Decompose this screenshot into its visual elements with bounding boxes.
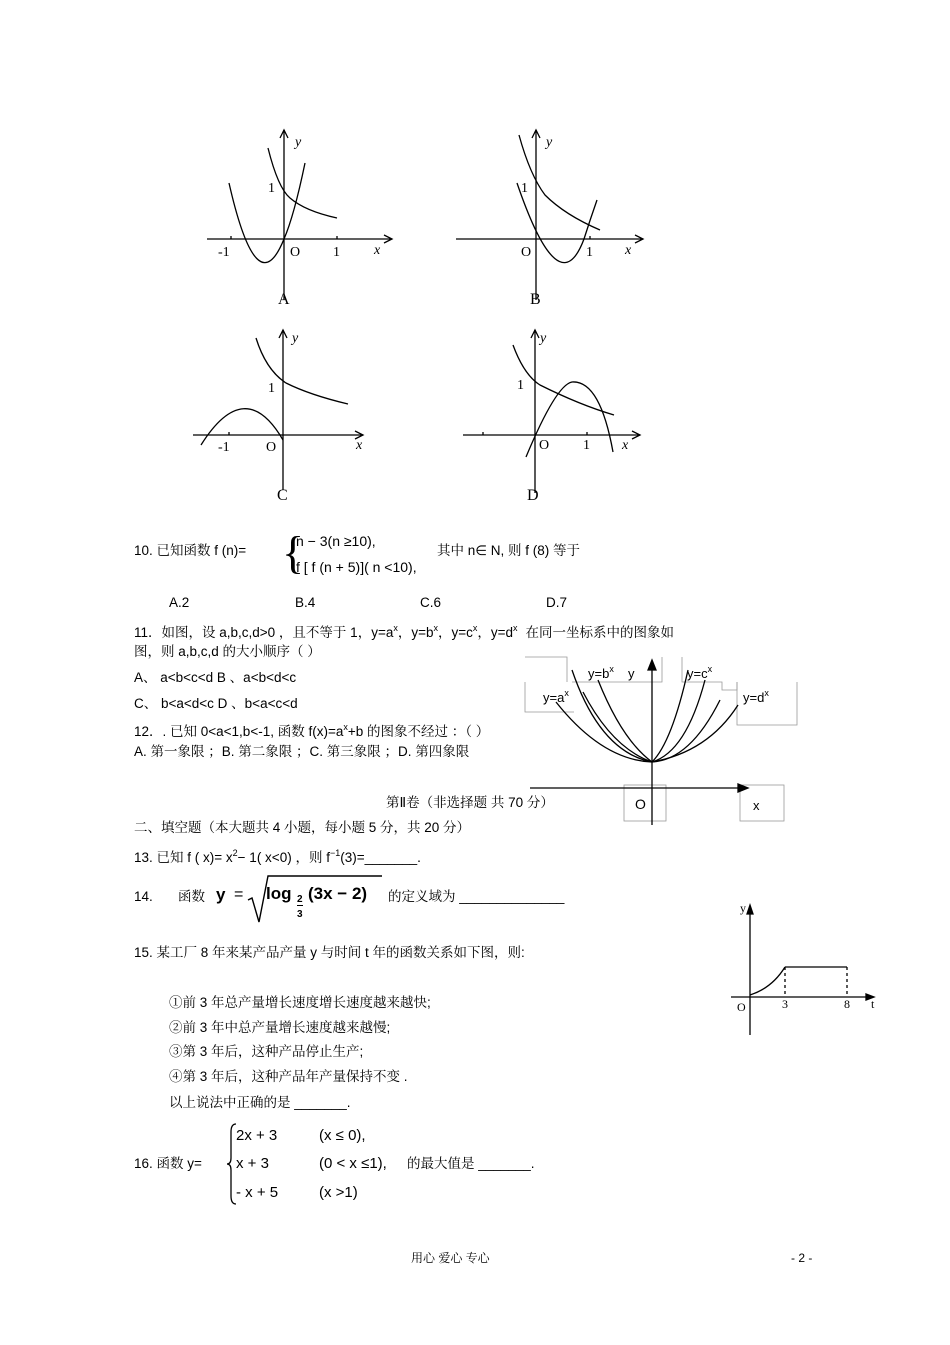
graph-b-axis-y: y [546, 135, 553, 150]
q15-conclusion: 以上说法中正确的是 _______. [169, 1095, 351, 1110]
graph-a-origin: O [290, 245, 301, 260]
q11-fig-ld-sup: x [764, 688, 769, 698]
q10-stem-prefix: 10. 已知函数 f (n)= [134, 543, 247, 558]
q15-fig-t2: 8 [844, 997, 850, 1011]
graph-d-one: 1 [517, 378, 524, 393]
q11-fig-lc: y=c [687, 666, 708, 681]
q11-sup-a: x [393, 623, 398, 633]
q11-fig-axis-y: y [628, 666, 635, 681]
q14-base-den: 3 [297, 909, 303, 920]
q11-fig-lb-sup: x [609, 664, 614, 674]
q10-option-b: B.4 [295, 595, 316, 610]
q12-options: A. 第一象限 ；B. 第二象限 ；C. 第三象限 ；D. 第四象限 [134, 744, 470, 759]
q13 [134, 844, 421, 867]
q16-suffix: 的最大值是 _______. [407, 1156, 535, 1171]
q11-sup-d: x [513, 623, 518, 633]
graph-c-axis-x: x [356, 438, 363, 453]
q13-text-a: 13. 已知 f ( x)= x [134, 850, 233, 865]
graph-a-axis-y: y [295, 135, 302, 150]
graph-a-axis-x: x [374, 243, 381, 258]
q11-fig-label-a [543, 688, 569, 705]
graph-a-one: 1 [268, 181, 275, 196]
q11-fig-origin: O [635, 796, 646, 812]
q14-num: 14. [134, 889, 153, 904]
q11-fig-la-sup: x [564, 688, 569, 698]
q11-text-c: ，y=c [438, 625, 473, 640]
q14-arg: (3x − 2) [308, 884, 368, 903]
q11-fig-label-b [588, 664, 614, 681]
q14-y: y [216, 885, 226, 904]
q14-log: log [266, 884, 292, 903]
q10-stem-suffix: 其中 n∈ N, 则 f (8) 等于 [437, 543, 581, 558]
q16-row1-cond: (x ≤ 0), [319, 1127, 366, 1144]
graph-d-tick-1: 1 [583, 438, 590, 453]
q11-fig-label-d [743, 688, 769, 705]
q15-fig-origin: O [737, 1000, 746, 1014]
q11-sup-b: x [433, 623, 438, 633]
section-fill-in: 二、填空题（本大题共 4 小题，每小题 5 分，共 20 分） [134, 820, 471, 835]
graph-d-axis-x: x [622, 438, 629, 453]
q16-row3-cond: (x >1) [319, 1184, 358, 1201]
q16-prefix: 16. 函数 y= [134, 1156, 202, 1171]
q11-option-ab: A、 a<b<c<d B 、a<b<d<c [134, 670, 297, 685]
graph-b-tick-1: 1 [586, 245, 593, 260]
q14-label: 函数 [178, 889, 205, 904]
graph-b-label: B [530, 291, 541, 308]
q12-line1 [134, 718, 489, 741]
graph-c-label: C [277, 487, 288, 504]
graph-b-one: 1 [521, 181, 528, 196]
q13-sup2: −1 [329, 848, 341, 858]
q11-fig-ld: y=d [743, 690, 765, 705]
graph-c-axis-y: y [292, 331, 299, 346]
q11-text-d: ，y=d [477, 625, 514, 640]
q15-item-2: ②前 3 年中总产量增长速度越来越慢; [169, 1020, 391, 1035]
part2-title: 第Ⅱ卷（非选择题 共 70 分） [386, 795, 554, 810]
q12-sup: x [343, 722, 348, 732]
q11-text-e: 在同一坐标系中的图象如 [525, 625, 675, 640]
graph-a-tick-neg1: -1 [218, 245, 230, 260]
graph-d-axis-y: y [540, 331, 547, 346]
q11-fig-lb: y=b [588, 666, 610, 681]
q11-fig-lc-sup: x [707, 664, 713, 674]
q11-text-b: ，y=b [397, 625, 434, 640]
q10-option-d: D.7 [546, 595, 568, 610]
q13-text-c: (3)=_______. [340, 850, 421, 865]
graph-c-origin: O [266, 440, 277, 455]
graph-c-one: 1 [268, 381, 275, 396]
q11-fig-la: y=a [543, 690, 565, 705]
q15-item-3: ③第 3 年后，这种产品停止生产; [169, 1044, 364, 1059]
q11-figure [520, 650, 800, 830]
q10-case2: f [ f (n + 5)]( n <10), [296, 559, 417, 575]
graph-b-origin: O [521, 245, 532, 260]
q10-brace: { [282, 527, 305, 578]
q9-graphs [0, 0, 950, 520]
q15-fig-t1: 3 [782, 997, 788, 1011]
q16-row2-cond: (0 < x ≤1), [319, 1155, 387, 1172]
q11-fig-label-c [687, 664, 713, 681]
q11-option-cd: C、 b<a<d<c D 、b<a<c<d [134, 696, 298, 711]
q11-line2: 图，则 a,b,c,d 的大小顺序（ ） [134, 644, 321, 659]
graph-d-label: D [527, 487, 539, 504]
q10-case1: n − 3(n ≥10), [296, 533, 376, 549]
footer-center: 用心 爱心 专心 [411, 1251, 490, 1265]
q15-fig-axis-x: t [871, 997, 875, 1011]
q14-tail: 的定义域为 ______________ [388, 889, 565, 904]
graph-b-axis-x: x [625, 243, 632, 258]
graph-a-tick-1: 1 [333, 245, 340, 260]
q13-sup: 2 [232, 848, 238, 858]
q14-base-num: 2 [297, 894, 303, 905]
graph-d-origin: O [539, 438, 550, 453]
graph-c-tick-neg1: -1 [218, 440, 230, 455]
q15-fig-axis-y: y [740, 901, 746, 915]
q10-option-a: A.2 [169, 595, 190, 610]
q13-text-b: − 1( x<0) ，则 f [237, 850, 330, 865]
q10-option-c: C.6 [420, 595, 442, 610]
q15-figure [725, 895, 885, 1040]
q15-item-1: ①前 3 年总产量增长速度增长速度越来越快; [169, 995, 431, 1010]
q14-eq: = [234, 886, 244, 903]
q16-row2-expr: x + 3 [236, 1155, 269, 1172]
q16-row3-expr: - x + 5 [236, 1184, 279, 1201]
q11-sup-c: x [472, 623, 478, 633]
q11-fig-axis-x: x [753, 798, 760, 813]
q15-stem: 15. 某工厂 8 年来某产品产量 y 与时间 t 年的函数关系如下图，则: [134, 945, 525, 960]
q11-line1 [134, 619, 674, 642]
q12-text-b: +b 的图象不经过 ：（ ） [347, 724, 490, 739]
q12-text-a: 12．. 已知 0<a<1,b<-1, 函数 f(x)=a [134, 724, 344, 739]
q16-row1-expr: 2x + 3 [236, 1127, 278, 1144]
page-number: - 2 - [791, 1251, 813, 1265]
graph-a-label: A [278, 291, 290, 308]
q15-item-4: ④第 3 年后，这种产品年产量保持不变 . [169, 1069, 408, 1084]
q11-text-a: 11．如图，设 a,b,c,d>0 ，且不等于 1，y=a [134, 625, 394, 640]
